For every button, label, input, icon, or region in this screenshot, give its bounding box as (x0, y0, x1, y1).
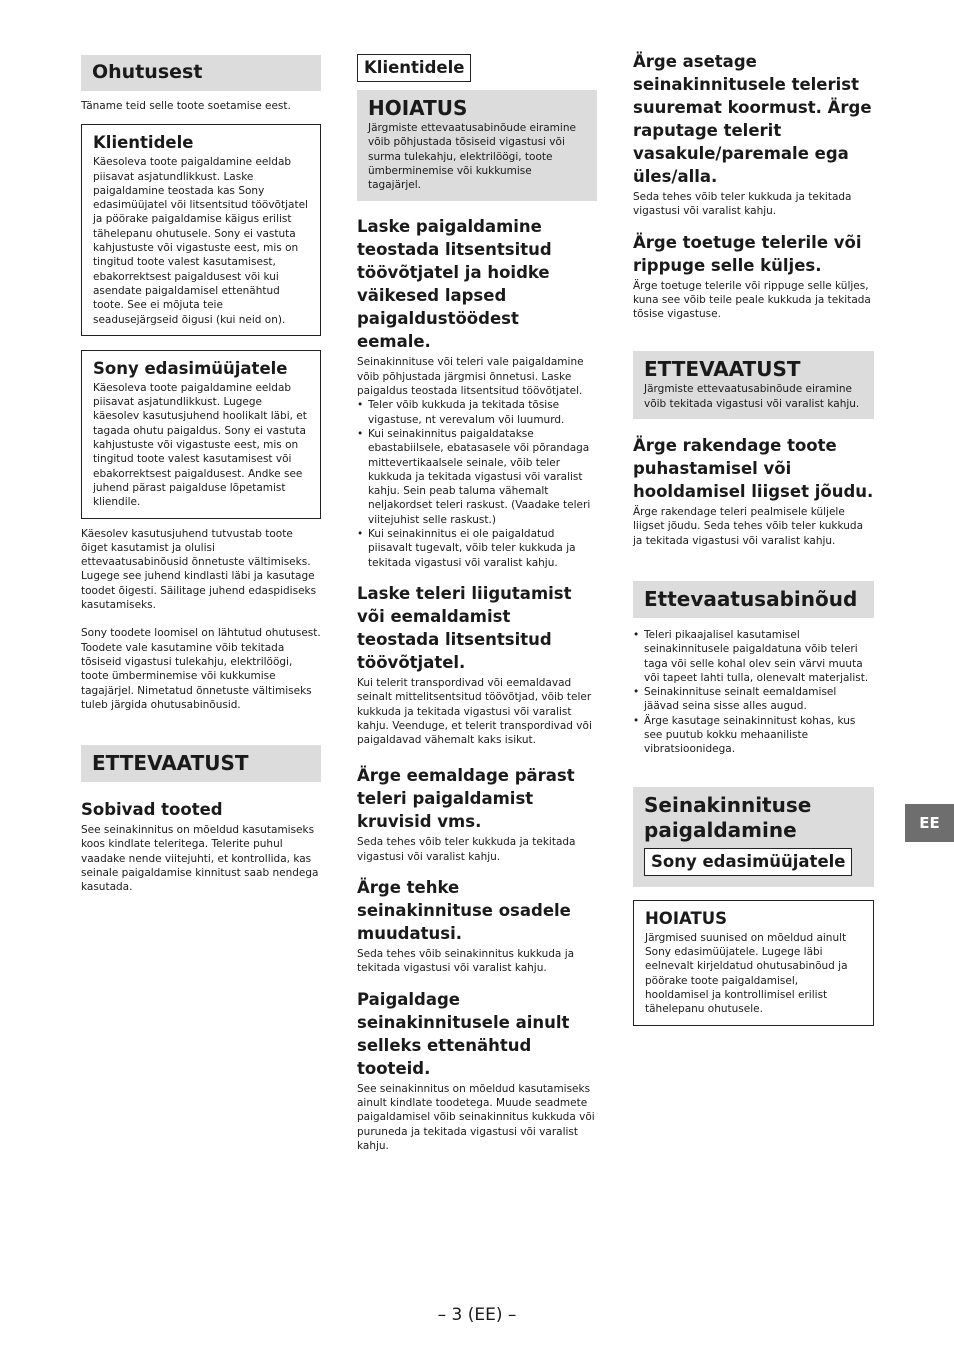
section-title: Ettevaatusabinõud (644, 586, 858, 611)
hoiatus-box (633, 900, 874, 1027)
section-header-ettevaatust (81, 745, 321, 782)
subsection-text: Seda tehes võib seinakinnitus kukkuda ja tekitada vigastusi või varalist kahju. (357, 948, 575, 975)
list-item: • Kui seinakinnitus paigaldatakse ebastabiilsele, ebatasasele või põrandaga mittevertikaalsele seinale, võib teler kukkuda ja tekitada vigastusi või varalist kahju. Sein peab taluma vähemalt neljakordset teleri raskust. (Vaadake teleri viitejuhist selle raskust.) (368, 427, 597, 527)
sony-edasimuujatele-box (81, 350, 321, 519)
section-title: Seinakinnituse paigaldamine (644, 792, 812, 842)
sony-edasimuujatele-tag: Sony edasimüüjatele (644, 848, 852, 876)
klientidele-box (81, 124, 321, 336)
hoiatus-band (357, 90, 597, 201)
subsection-title: Ärge rakendage toote puhastamisel või hooldamisel liigset jõudu. (633, 436, 874, 502)
subsection-title: Laske teleri liigutamist või eemaldamist teostada litsentsitud töövõtjatel. (357, 583, 572, 672)
band-text: Järgmiste ettevaatusabinõude eiramine võib tekitada vigastusi või varalist kahju. (644, 383, 860, 410)
column-middle (357, 54, 597, 1153)
section-title: Ohutusest (92, 61, 203, 83)
subsection-title: Sobivad tooted (81, 800, 223, 820)
subsection-text: See seinakinnitus on mõeldud kasutamiseks ainult kindlate toodetega. Muude seadmete paigaldamisel võib seinakinnitus kukkuda või puruneda ja tekitada vigastusi või varalist kahju. (357, 1082, 595, 1152)
klientidele-tag: Klientidele (357, 54, 471, 82)
section-header-ettevaatusabinoud (633, 581, 874, 618)
subsection-title: Paigaldage seinakinnitusele ainult selleks ettenähtud tooteid. (357, 989, 570, 1078)
column-left (81, 55, 321, 895)
band-text: Järgmiste ettevaatusabinõude eiramine võib põhjustada tõsiseid vigastusi või surma tulekahju, elektrilöögi, toote ümberminemise või kukkumise tagajärjel. (368, 122, 576, 192)
page-number: – 3 (EE) – (437, 1305, 517, 1325)
section-title: ETTEVAATUST (644, 357, 801, 382)
box-text: Käesoleva toote paigaldamine eeldab piisavat asjatundlikkust. Laske paigaldamine teostada kas Sony edasimüüjatel või litsentsitud töövõtjatel ja pöörake paigaldamise käigus erilist tähelepanu ohutusele. Sony ei vastuta kahjustuste või vigastuste eest, mis on tingitud toote valest kasutamisest, ebakorrektsest paigaldusest või kui asendate paigaldamisel ettenähtud toote. See ei mõjuta teie seadusejärgseid õigusi (kui neid on). (93, 156, 308, 326)
list-item: • Seinakinnituse seinalt eemaldamisel jäävad seina sisse alles augud. (644, 685, 874, 714)
section-header-ohutusest (81, 55, 321, 91)
box-title: HOIATUS (645, 908, 728, 928)
section-title: ETTEVAATUST (92, 751, 249, 776)
subsection-title: Ärge asetage seinakinnitusele telerist suuremat koormust. Ärge raputage telerit vasakule/paremale ega üles/alla. (633, 52, 872, 186)
bullet-list (633, 628, 874, 757)
list-item: • Kui seinakinnitus ei ole paigaldatud piisavalt tugevalt, võib teler kukkuda ja tekitada vigastusi või varalist kahju. (368, 527, 597, 570)
box-title: Klientidele (93, 133, 194, 153)
subsection-text: Seda tehes võib teler kukkuda ja tekitada vigastusi või varalist kahju. (633, 191, 852, 218)
subsection-text: Kui telerit transpordivad või eemaldavad seinalt mittelitsentsitud töövõtjad, võib teler kukkuda ja tekitada vigastusi või varalist kahju. Veenduge, et telerit transpordivad või paigaldavad vähemalt kaks isikut. (357, 676, 592, 747)
box-text: Järgmised suunised on mõeldud ainult Sony edasimüüjatele. Lugege läbi eelnevalt kirjeldatud ohutusabinõud ja pöörake toote paigaldamisel, hooldamisel ja kontrollimisel erilist tähelepanu ohutusele. (645, 931, 848, 1016)
subsection-title: Ärge toetuge telerile või rippuge selle küljes. (633, 232, 862, 275)
box-title: Sony edasimüüjatele (93, 358, 288, 378)
list-item: • Teleri pikaajalisel kasutamisel seinakinnitusele paigaldatuna võib teleri taga või selle kohal olev sein värvi muuta või tapeet lahti tulla, olenevalt materjalist. (644, 628, 874, 685)
bullet-list (357, 398, 597, 570)
subsection-text: Seda tehes võib teler kukkuda ja tekitada vigastusi või varalist kahju. (357, 836, 576, 863)
subsection-text: Ärge toetuge telerile või rippuge selle küljes, kuna see võib teile peale kukkuda ja tekitada tõsise vigastuse. (633, 279, 871, 321)
list-item: • Ärge kasutage seinakinnitust kohas, kus see puutub kokku mehaaniliste vibratsioonidega. (644, 714, 874, 757)
body-paragraph: Käesolev kasutusjuhend tutvustab toote õiget kasutamist ja olulisi ettevaatusabinõusid õnnetuste vältimiseks. Lugege see juhend kindlasti läbi ja kasutage toodet õigesti. Säilitage juhend edaspidiseks kasutamiseks. (81, 527, 317, 612)
section-title: HOIATUS (368, 96, 468, 120)
ettevaatust-band (633, 351, 874, 419)
subsection-title: Ärge eemaldage pärast teleri paigaldamist kruvisid vms. (357, 766, 575, 832)
language-tab: EE (905, 804, 954, 842)
subsection-text: Seinakinnituse või teleri vale paigaldamine võib põhjustada järgmisi õnnetusi. Laske paigaldus teostada litsentsitud töövõtjatel. (357, 356, 584, 398)
column-right (633, 50, 874, 1026)
section-header-paigaldamine (633, 787, 874, 887)
subsection-text: See seinakinnitus on mõeldud kasutamiseks koos kindlate teleritega. Telerite puhul vaadake nende viitejuhti, et kontrollida, kas seinale paigaldamise kinnitust saab nendega kasutada. (81, 824, 319, 894)
subsection-text: Ärge rakendage teleri pealmisele küljele liigset jõudu. Seda tehes võib teler kukkuda ja tekitada vigastusi või varalist kahju. (633, 506, 864, 547)
subsection-title: Ärge tehke seinakinnituse osadele muudatusi. (357, 878, 571, 944)
list-item: • Teler võib kukkuda ja tekitada tõsise vigastuse, nt verevalum või luumurd. (368, 398, 597, 427)
subsection-title: Laske paigaldamine teostada litsentsitud töövõtjatel ja hoidke väikesed lapsed paigaldustöödest eemale. (357, 217, 552, 352)
body-paragraph: Sony toodete loomisel on lähtutud ohutusest. Toodete vale kasutamine võib tekitada tõsiseid vigastusi tulekahju, elektrilöögi, toote ümberminemise või kukkumise tagajärjel. Nimetatud õnnetuste vältimiseks tuleb järgida ohutusabinõusid. (81, 627, 321, 711)
box-text: Käesoleva toote paigaldamine eeldab piisavat asjatundlikkust. Lugege käesolev kasutusjuhend hoolikalt läbi, et tagada ohutu paigaldus. Sony ei vastuta kahjustuste või vigastuste eest, mis on tingitud toote valest kasutamisest või ebakorrektsest paigaldusest. Andke see juhend pärast paigalduse lõpetamist kliendile. (93, 381, 307, 509)
intro-text: Täname teid selle toote soetamise eest. (81, 100, 291, 112)
